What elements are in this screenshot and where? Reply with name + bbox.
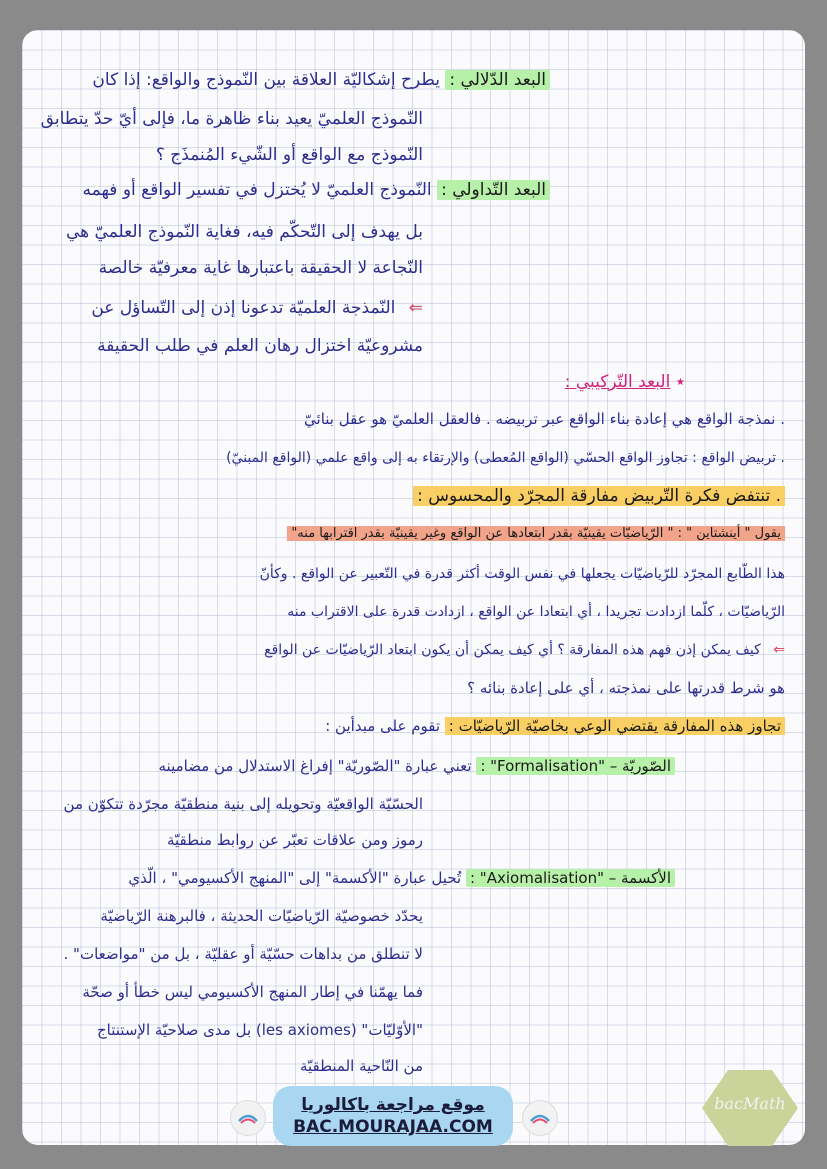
line-text-row xyxy=(97,1018,423,1042)
line-text: الحسّيّة الواقعيّة وتحويله إلى بنية منطقيّة مجرّدة تتكوّن من xyxy=(63,795,423,813)
heading-semantic: البعد الدّلالي : xyxy=(445,70,550,90)
line-text-row xyxy=(304,407,785,431)
line-text-row xyxy=(41,107,423,131)
line-text-row xyxy=(260,562,785,586)
highlighted-text: . تنتفض فكرة التّربيض مفارقة المجرّد والمحسوس : xyxy=(413,486,785,506)
line-text: النّجاعة لا الحقيقة باعتبارها غاية معرفيّة خالصة xyxy=(98,258,423,278)
line-text: النّمذجة العلميّة تدعونا إذن إلى التّساؤل عن xyxy=(91,298,396,318)
line-text-row xyxy=(99,256,423,280)
line-text: رموز ومن علاقات تعبّر عن روابط منطقيّة xyxy=(166,831,423,849)
arrow-icon: ⇐ xyxy=(408,298,423,318)
line-text: تقوم على مبدأين : xyxy=(325,717,441,735)
line-text-row xyxy=(64,942,423,966)
line-formalisation xyxy=(159,754,676,778)
line-text: النّموذج العلميّ يعيد بناء ظاهرة ما، فإلى أيّ حدّ يتطابق xyxy=(40,109,423,129)
heading-pragmatic: البعد التّداولي : xyxy=(437,180,550,200)
site-logo-icon-right xyxy=(522,1100,558,1136)
star-icon: ٭ xyxy=(675,372,685,392)
line-text-row xyxy=(100,904,423,928)
line-text-row xyxy=(66,220,423,244)
heading-axiomalisation: الأكسمة – "Axiomalisation" : xyxy=(466,869,675,887)
line-text-row xyxy=(467,676,785,700)
line-text: يطرح إشكاليّة العلاقة بين النّموذج والواقع: إذا كان xyxy=(92,70,441,90)
line-text: مشروعيّة اختزال رهان العلم في طلب الحقيقة xyxy=(97,336,423,356)
line-text: . تربيض الواقع : تجاوز الواقع الحسّي (الواقع المُعطى) والإرتقاء به إلى واقع علمي (الواقع المبنيّ) xyxy=(226,450,785,466)
quote-highlight: يقول " أينشتاين " : " الرّياضيّات يقينيّة بقدر ابتعادها عن الواقع وغير يقينيّة بقدر اقترابها منه" xyxy=(287,526,785,541)
site-name[interactable]: موقع مراجعة باكالوريا xyxy=(301,1095,485,1115)
line-synthetic-dimension xyxy=(565,370,685,394)
bacmath-badge xyxy=(700,1068,800,1148)
line-text: من النّاحية المنطقيّة xyxy=(299,1057,423,1075)
line-text: تُحيل عبارة "الأكسمة" إلى "المنهج الأكسيومي" ، الّذي xyxy=(128,869,462,887)
arrow-icon: ⇐ xyxy=(773,642,785,658)
line-einstein-quote xyxy=(287,522,785,546)
line-text: فما يهمّنا في إطار المنهج الأكسيومي ليس خطأ أو صحّة xyxy=(82,983,423,1001)
notebook-page xyxy=(22,30,805,1145)
badge-text: bacMath xyxy=(714,1094,786,1113)
line-text: . نمذجة الواقع هي إعادة بناء الواقع عبر تربيضه . فالعقل العلميّ هو عقل بنائيّ xyxy=(304,410,785,428)
line-text-row xyxy=(64,792,423,816)
line-highlight-paradox xyxy=(413,484,785,508)
line-text-row xyxy=(226,446,785,470)
line-text-row xyxy=(82,980,423,1004)
line-text: لا تنطلق من بداهات حسّيّة أو عقليّة ، بل من "مواضعات" . xyxy=(63,945,423,963)
site-logo-icon-left xyxy=(230,1100,266,1136)
line-question xyxy=(264,638,785,662)
line-text: تعني عبارة "الصّوريّة" إفراغ الاستدلال من مضامينه xyxy=(158,757,472,775)
line-text: "الأوّليّات" (les axiomes) بل مدى صلاحيّة الإستنتاج xyxy=(96,1021,423,1039)
line-text-row xyxy=(156,143,423,167)
line-text-row xyxy=(167,828,423,852)
site-banner[interactable] xyxy=(273,1086,513,1146)
line-text: الرّياضيّات ، كلّما ازدادت تجريدا ، أي ابتعادا عن الواقع ، ازدادت قدرة على الاقتراب منه xyxy=(287,604,785,620)
line-text-row xyxy=(300,1054,423,1078)
line-text: كيف يمكن إذن فهم هذه المفارقة ؟ أي كيف يمكن أن يكون ابتعاد الرّياضيّات عن الواقع xyxy=(264,642,761,658)
line-text-row xyxy=(287,600,785,624)
line-two-principles xyxy=(325,714,785,738)
site-url-link[interactable]: BAC.MOURAJAA.COM xyxy=(293,1117,493,1137)
line-text: هو شرط قدرتها على نمذجته ، أي على إعادة بنائه ؟ xyxy=(467,679,785,697)
heading-formalisation: الصّوريّة – "Formalisation" : xyxy=(476,757,675,775)
line-axiomalisation xyxy=(128,866,675,890)
line-text: النّموذج العلميّ لا يُختزل في تفسير الواقع أو فهمه xyxy=(82,180,432,200)
highlighted-text: تجاوز هذه المفارقة يقتضي الوعي بخاصيّة الرّياضيّات : xyxy=(445,717,785,735)
line-semantic-dimension xyxy=(92,68,550,92)
line-text: يحدّد خصوصيّة الرّياضيّات الحديثة ، فالبرهنة الرّياضيّة xyxy=(100,907,423,925)
heading-synthetic: البعد التّركيبي : xyxy=(564,372,671,392)
line-text: هذا الطّابع المجرّد للرّياضيّات يجعلها في نفس الوقت أكثر قدرة في التّعبير عن الواقع . وكأنّ xyxy=(259,566,785,582)
line-pragmatic-dimension xyxy=(83,178,550,202)
line-text: النّموذج مع الواقع أو الشّيء المُنمذَج ؟ xyxy=(155,145,423,165)
line-conclusion-1 xyxy=(91,296,423,320)
line-text: بل يهدف إلى التّحكّم فيه، فغاية النّموذج العلميّ هي xyxy=(66,222,423,242)
line-text-row xyxy=(97,334,423,358)
